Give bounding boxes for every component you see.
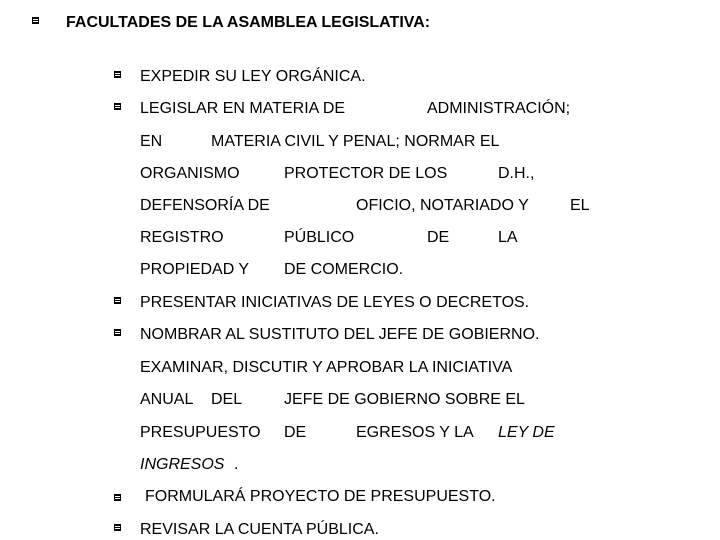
title-bullet-icon [32, 17, 39, 24]
text-segment: . [234, 456, 239, 473]
text-segment: OFICIO, NOTARIADO Y [356, 197, 529, 214]
text-segment: PROPIEDAD Y [140, 261, 250, 278]
text-segment: REGISTRO [140, 229, 224, 246]
text-segment: PRESUPUESTO [140, 424, 261, 441]
text-segment: DEFENSORÍA DE [140, 197, 270, 214]
bullet-icon [114, 524, 121, 531]
text-segment: EL [570, 197, 590, 214]
text-segment: ADMINISTRACIÓN; [427, 100, 571, 117]
list-item: PRESENTAR INICIATIVAS DE LEYES O DECRETOS. [140, 294, 530, 311]
bullet-icon [114, 103, 121, 110]
text-segment: EGRESOS Y LA [356, 424, 474, 441]
text-segment: PROTECTOR DE LOS [284, 165, 448, 182]
text-segment: DE [427, 229, 450, 246]
text-segment: DE [284, 424, 307, 441]
bullet-icon [114, 297, 121, 304]
text-segment: JEFE DE GOBIERNO SOBRE EL [284, 391, 525, 408]
text-segment: DEL [211, 391, 243, 408]
text-segment: LEGISLAR EN MATERIA DE [140, 100, 346, 117]
text-segment-italic: INGRESOS [140, 456, 225, 473]
list-item: EXPEDIR SU LEY ORGÁNICA. [140, 68, 366, 85]
text-segment: EXAMINAR, DISCUTIR Y APROBAR LA INICIATIVA [140, 359, 513, 376]
bullet-icon [114, 494, 121, 501]
text-segment: LA [498, 229, 518, 246]
bullet-icon [114, 71, 121, 78]
text-segment: ORGANISMO [140, 165, 240, 182]
text-segment: MATERIA CIVIL Y PENAL; NORMAR EL [211, 133, 500, 150]
text-segment: PÚBLICO [284, 229, 355, 246]
page-title: FACULTADES DE LA ASAMBLEA LEGISLATIVA: [66, 14, 431, 31]
list-item: REVISAR LA CUENTA PÚBLICA. [140, 521, 379, 538]
text-segment: ANUAL [140, 391, 194, 408]
list-item: FORMULARÁ PROYECTO DE PRESUPUESTO. [145, 488, 496, 505]
text-segment: DE COMERCIO. [284, 261, 404, 278]
text-segment: EN [140, 133, 163, 150]
list-item: NOMBRAR AL SUSTITUTO DEL JEFE DE GOBIERNO. [140, 326, 540, 343]
text-segment-italic: LEY DE [498, 424, 555, 441]
text-segment: D.H., [498, 165, 535, 182]
bullet-icon [114, 329, 121, 336]
